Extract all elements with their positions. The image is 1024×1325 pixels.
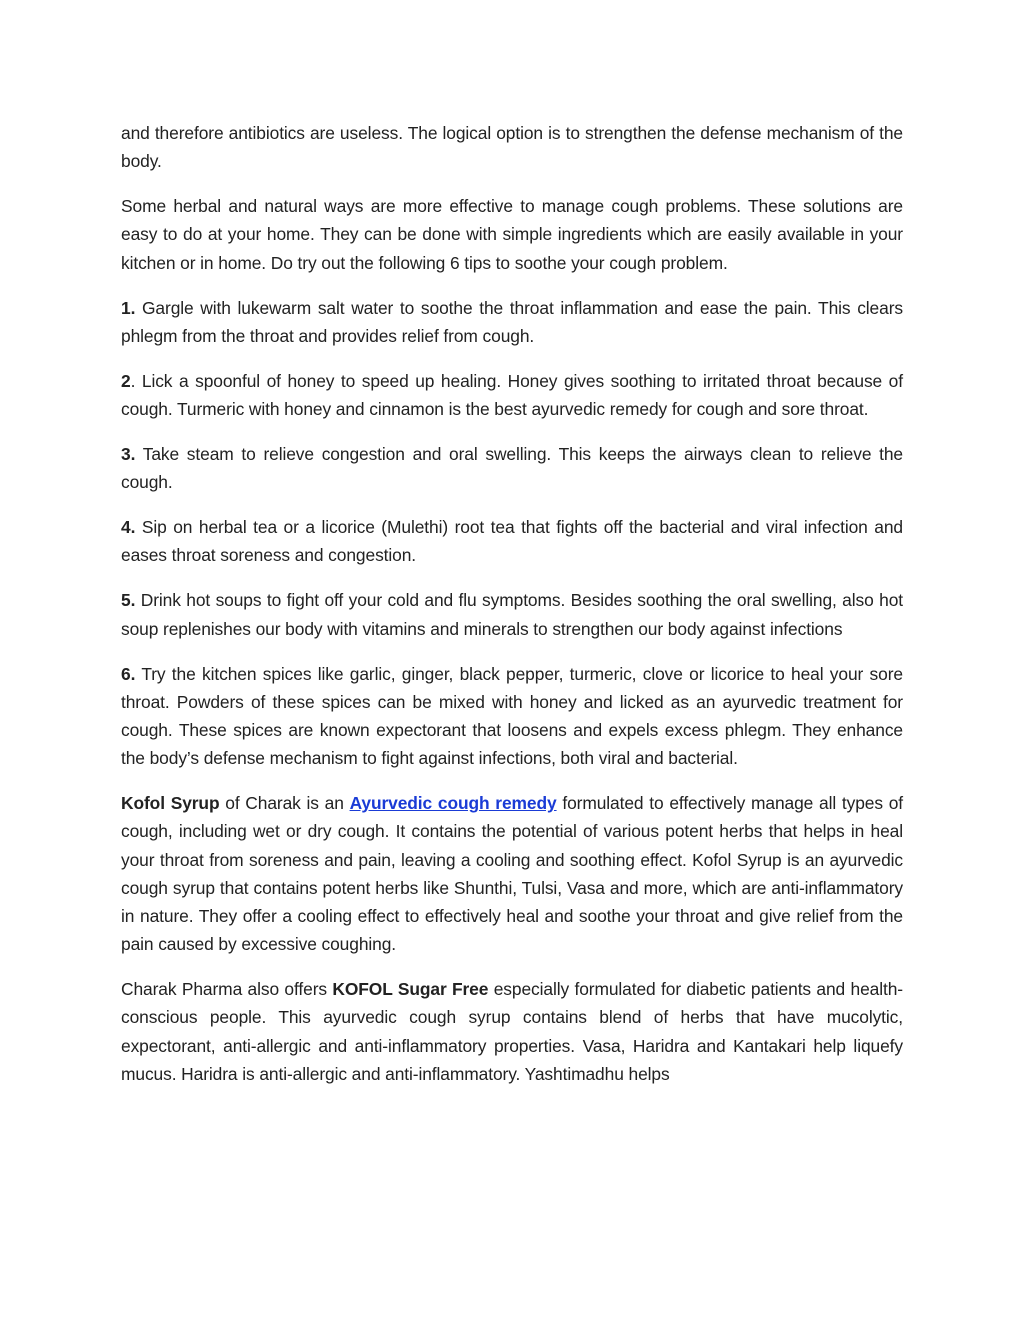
intro-paragraph-continuation: and therefore antibiotics are useless. The logical option is to strengthen the defense mechanism of the body. <box>121 123 903 172</box>
tip-number: 3. <box>121 444 136 465</box>
tip-item-5 <box>121 586 903 642</box>
kofol-sugar-free-paragraph <box>121 975 903 1088</box>
tip-text: . Lick a spoonful of honey to speed up healing. Honey gives soothing to irritated throat because of cough. Turmeric with honey and cinnamon is the best ayurvedic remedy for cough and sore throat. <box>121 370 903 420</box>
tip-text: Drink hot soups to fight off your cold and flu symptoms. Besides soothing the oral swelling, also hot soup replenishes our body with vitamins and minerals to strengthen our body against infections <box>121 590 903 639</box>
sugar-free-text-b: especially formulated for diabetic patients and health-conscious people. This ayurvedic cough syrup contains blend of herbs that have mucolytic, expectorant, anti-allergic and anti-inflammatory properties. Vasa, Haridra and Kantakari help liquefy mucus. Haridra is anti-allergic and anti-inflammatory. Yashtimadhu helps <box>121 979 903 1084</box>
tip-text: Try the kitchen spices like garlic, ginger, black pepper, turmeric, clove or licorice to heal your sore throat. Powders of these spices can be mixed with honey and licked as an ayurvedic treatment for cough. These spices are known expectorant that loosens and expels excess phlegm. They enhance the body’s defense mechanism to fight against infections, both viral and bacterial. <box>121 663 903 769</box>
tip-number: 6. <box>121 663 136 684</box>
tip-item-2 <box>121 367 903 423</box>
tip-number: 2 <box>121 370 131 391</box>
tip-text: Sip on herbal tea or a licorice (Mulethi) root tea that fights off the bacterial and viral infection and eases throat soreness and congestion. <box>121 517 903 566</box>
kofol-sugar-free-name: KOFOL Sugar Free <box>332 979 489 1000</box>
document-page <box>121 119 903 1105</box>
tip-text: Take steam to relieve congestion and oral swelling. This keeps the airways clean to relieve the cough. <box>121 444 903 493</box>
tip-number: 4. <box>121 517 136 538</box>
ayurvedic-cough-remedy-link[interactable]: Ayurvedic cough remedy <box>349 793 557 814</box>
kofol-text-b: formulated to effectively manage all types of cough, including wet or dry cough. It contains the potential of various potent herbs that helps in heal your throat from soreness and pain, leaving a cooling and soothing effect. Kofol Syrup is an ayurvedic cough syrup that contains potent herbs like Shunthi, Tulsi, Vasa and more, which are anti-inflammatory in nature. They offer a cooling effect to effectively heal and soothe your throat and give relief from the pain caused by excessive coughing. <box>121 793 903 955</box>
tip-number: 5. <box>121 590 136 611</box>
kofol-syrup-paragraph <box>121 789 903 958</box>
tip-number: 1. <box>121 297 136 318</box>
sugar-free-text-a: Charak Pharma also offers <box>121 979 333 1000</box>
kofol-text-a: of Charak is an <box>219 793 350 814</box>
tip-item-4 <box>121 513 903 569</box>
kofol-syrup-name: Kofol Syrup <box>121 793 220 814</box>
herbal-remedies-intro-paragraph: Some herbal and natural ways are more effective to manage cough problems. These solutions are easy to do at your home. They can be done with simple ingredients which are easily available in your kitchen or in home. Do try out the following 6 tips to soothe your cough problem. <box>121 196 903 273</box>
tip-item-1 <box>121 294 903 350</box>
tip-text: Gargle with lukewarm salt water to soothe the throat inflammation and ease the pain. This clears phlegm from the throat and provides relief from cough. <box>121 297 903 346</box>
tip-item-6 <box>121 660 903 773</box>
tip-item-3 <box>121 440 903 496</box>
